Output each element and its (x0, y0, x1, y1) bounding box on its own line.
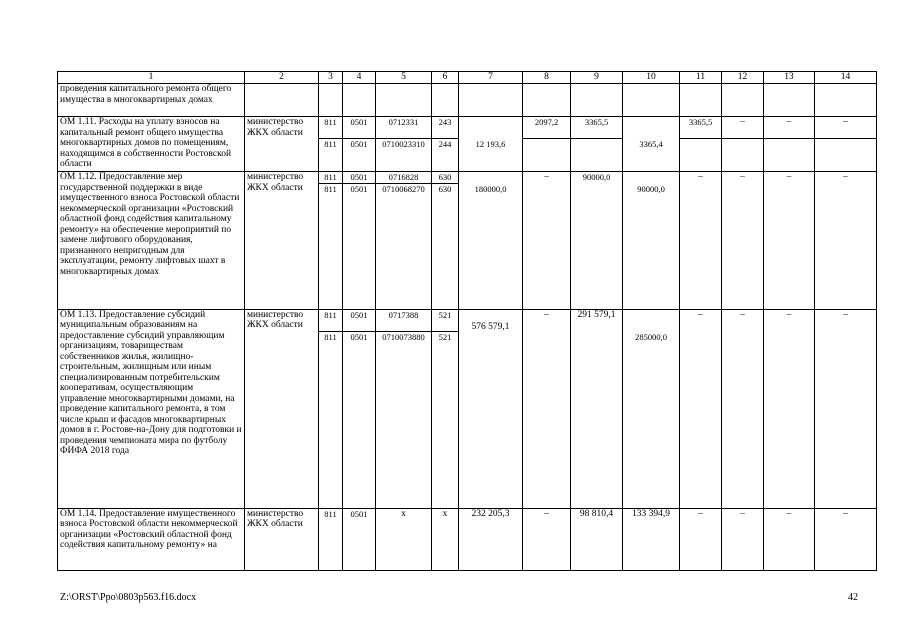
year-value: – (722, 172, 764, 310)
table-row (58, 117, 877, 139)
program-table (57, 71, 877, 571)
header-cell: 12 (722, 72, 764, 84)
year-value: – (722, 117, 764, 139)
executor: министерство ЖКХ области (245, 309, 319, 508)
page-number: 42 (848, 592, 858, 603)
header-cell: 6 (432, 72, 459, 84)
code-csr: 0716828 (376, 172, 432, 184)
total-amount: 12 193,6 (459, 117, 523, 172)
year-value: – (722, 309, 764, 508)
header-cell: 5 (376, 72, 432, 84)
year-value: – (764, 508, 815, 570)
year-value: – (764, 117, 815, 139)
code-csr: 0710073880 (376, 331, 432, 508)
code-vr: 243 (432, 117, 459, 139)
code-csr: 0717388 (376, 309, 432, 331)
code-grbs: 811 (319, 183, 343, 309)
header-row (58, 72, 877, 84)
code-csr: х (376, 508, 432, 570)
code-rzpr: 0501 (343, 309, 376, 331)
total-amount: 576 579,1 (459, 309, 523, 508)
year-value: – (815, 172, 877, 310)
code-rzpr: 0501 (343, 117, 376, 139)
code-grbs: 811 (319, 309, 343, 331)
total-amount: 180000,0 (459, 172, 523, 310)
table-row (58, 309, 877, 331)
code-grbs: 811 (319, 508, 343, 570)
header-cell: 2 (245, 72, 319, 84)
code-rzpr: 0501 (343, 172, 376, 184)
total-amount: 232 205,3 (459, 508, 523, 570)
code-vr: 630 (432, 183, 459, 309)
header-cell: 1 (58, 72, 245, 84)
code-csr: 0712331 (376, 117, 432, 139)
year-value: – (680, 172, 722, 310)
year-value: 291 579,1 (571, 309, 623, 508)
header-cell: 14 (815, 72, 877, 84)
activity-name: ОМ 1.12. Предоставление мер государственной поддержки в виде имущественного взноса Ростовской области некоммерческой организации «Ростовский областной фонд содействия капитальному ремонту» на обеспечение мероприятий по замене лифтового оборудования, признанного непригодным для эксплуатации, ремонту лифтовых шахт в многоквартирных домах (58, 172, 245, 310)
year-value: – (815, 309, 877, 508)
code-grbs: 811 (319, 117, 343, 139)
activity-name: ОМ 1.13. Предоставление субсидий муниципальным образованиям на предоставление субсидий управляющим организациям, товариществам собственников жилья, жилищно-строительным, жилищным или иным специализированным потребительским кооперативам, осуществляющим управление многоквартирными домами, на проведение капитального ремонта, в том числе крыш и фасадов многоквартирных домов в г. Ростове-на-Дону для подготовки и проведения чемпионата мира по футболу ФИФА 2018 года (58, 309, 245, 508)
activity-name: ОМ 1.11. Расходы на уплату взносов на капитальный ремонт общего имущества многоквартирных домов по помещениям, находящимся в собственности Ростовской области (58, 117, 245, 172)
activity-name: проведения капитального ремонта общего имущества в многоквартирных домах (58, 84, 245, 117)
year-value: – (523, 172, 571, 310)
year-value: 90000,0 (623, 172, 680, 310)
year-value: 3365,5 (680, 117, 722, 139)
code-grbs: 811 (319, 139, 343, 172)
code-rzpr: 0501 (343, 508, 376, 570)
year-value: – (523, 309, 571, 508)
code-rzpr: 0501 (343, 183, 376, 309)
activity-name: ОМ 1.14. Предоставление имущественного взноса Ростовской области некоммерческой организации «Ростовский областной фонд содействия капитальному ремонту» на (58, 508, 245, 570)
header-cell: 8 (523, 72, 571, 84)
code-grbs: 811 (319, 331, 343, 508)
code-csr: 0710023310 (376, 139, 432, 172)
table-row (58, 508, 877, 570)
code-vr: 521 (432, 309, 459, 331)
header-cell: 3 (319, 72, 343, 84)
code-csr: 0710068270 (376, 183, 432, 309)
header-cell: 10 (623, 72, 680, 84)
year-value: – (815, 508, 877, 570)
year-value: 2097,2 (523, 117, 571, 139)
executor: министерство ЖКХ области (245, 117, 319, 172)
year-value: 3365,5 (571, 117, 623, 139)
header-cell: 9 (571, 72, 623, 84)
table-row (58, 172, 877, 184)
year-value: – (680, 309, 722, 508)
code-vr: 521 (432, 331, 459, 508)
executor: министерство ЖКХ области (245, 172, 319, 310)
code-vr: 244 (432, 139, 459, 172)
file-path: Z:\ORST\Ppo\0803p563.f16.docx (60, 592, 197, 603)
year-value: 3365,4 (623, 117, 680, 172)
year-value: – (523, 508, 571, 570)
year-value: – (815, 117, 877, 139)
year-value: 90000,0 (571, 172, 623, 310)
code-vr: 630 (432, 172, 459, 184)
year-value: – (722, 508, 764, 570)
code-rzpr: 0501 (343, 331, 376, 508)
year-value: – (764, 172, 815, 310)
year-value: – (764, 309, 815, 508)
code-grbs: 811 (319, 172, 343, 184)
table-row (58, 84, 877, 117)
header-cell: 11 (680, 72, 722, 84)
year-value: 285000,0 (623, 309, 680, 508)
code-rzpr: 0501 (343, 139, 376, 172)
year-value: 98 810,4 (571, 508, 623, 570)
header-cell: 4 (343, 72, 376, 84)
header-cell: 7 (459, 72, 523, 84)
executor: министерство ЖКХ области (245, 508, 319, 570)
year-value: 133 394,9 (623, 508, 680, 570)
code-vr: х (432, 508, 459, 570)
year-value: – (680, 508, 722, 570)
header-cell: 13 (764, 72, 815, 84)
